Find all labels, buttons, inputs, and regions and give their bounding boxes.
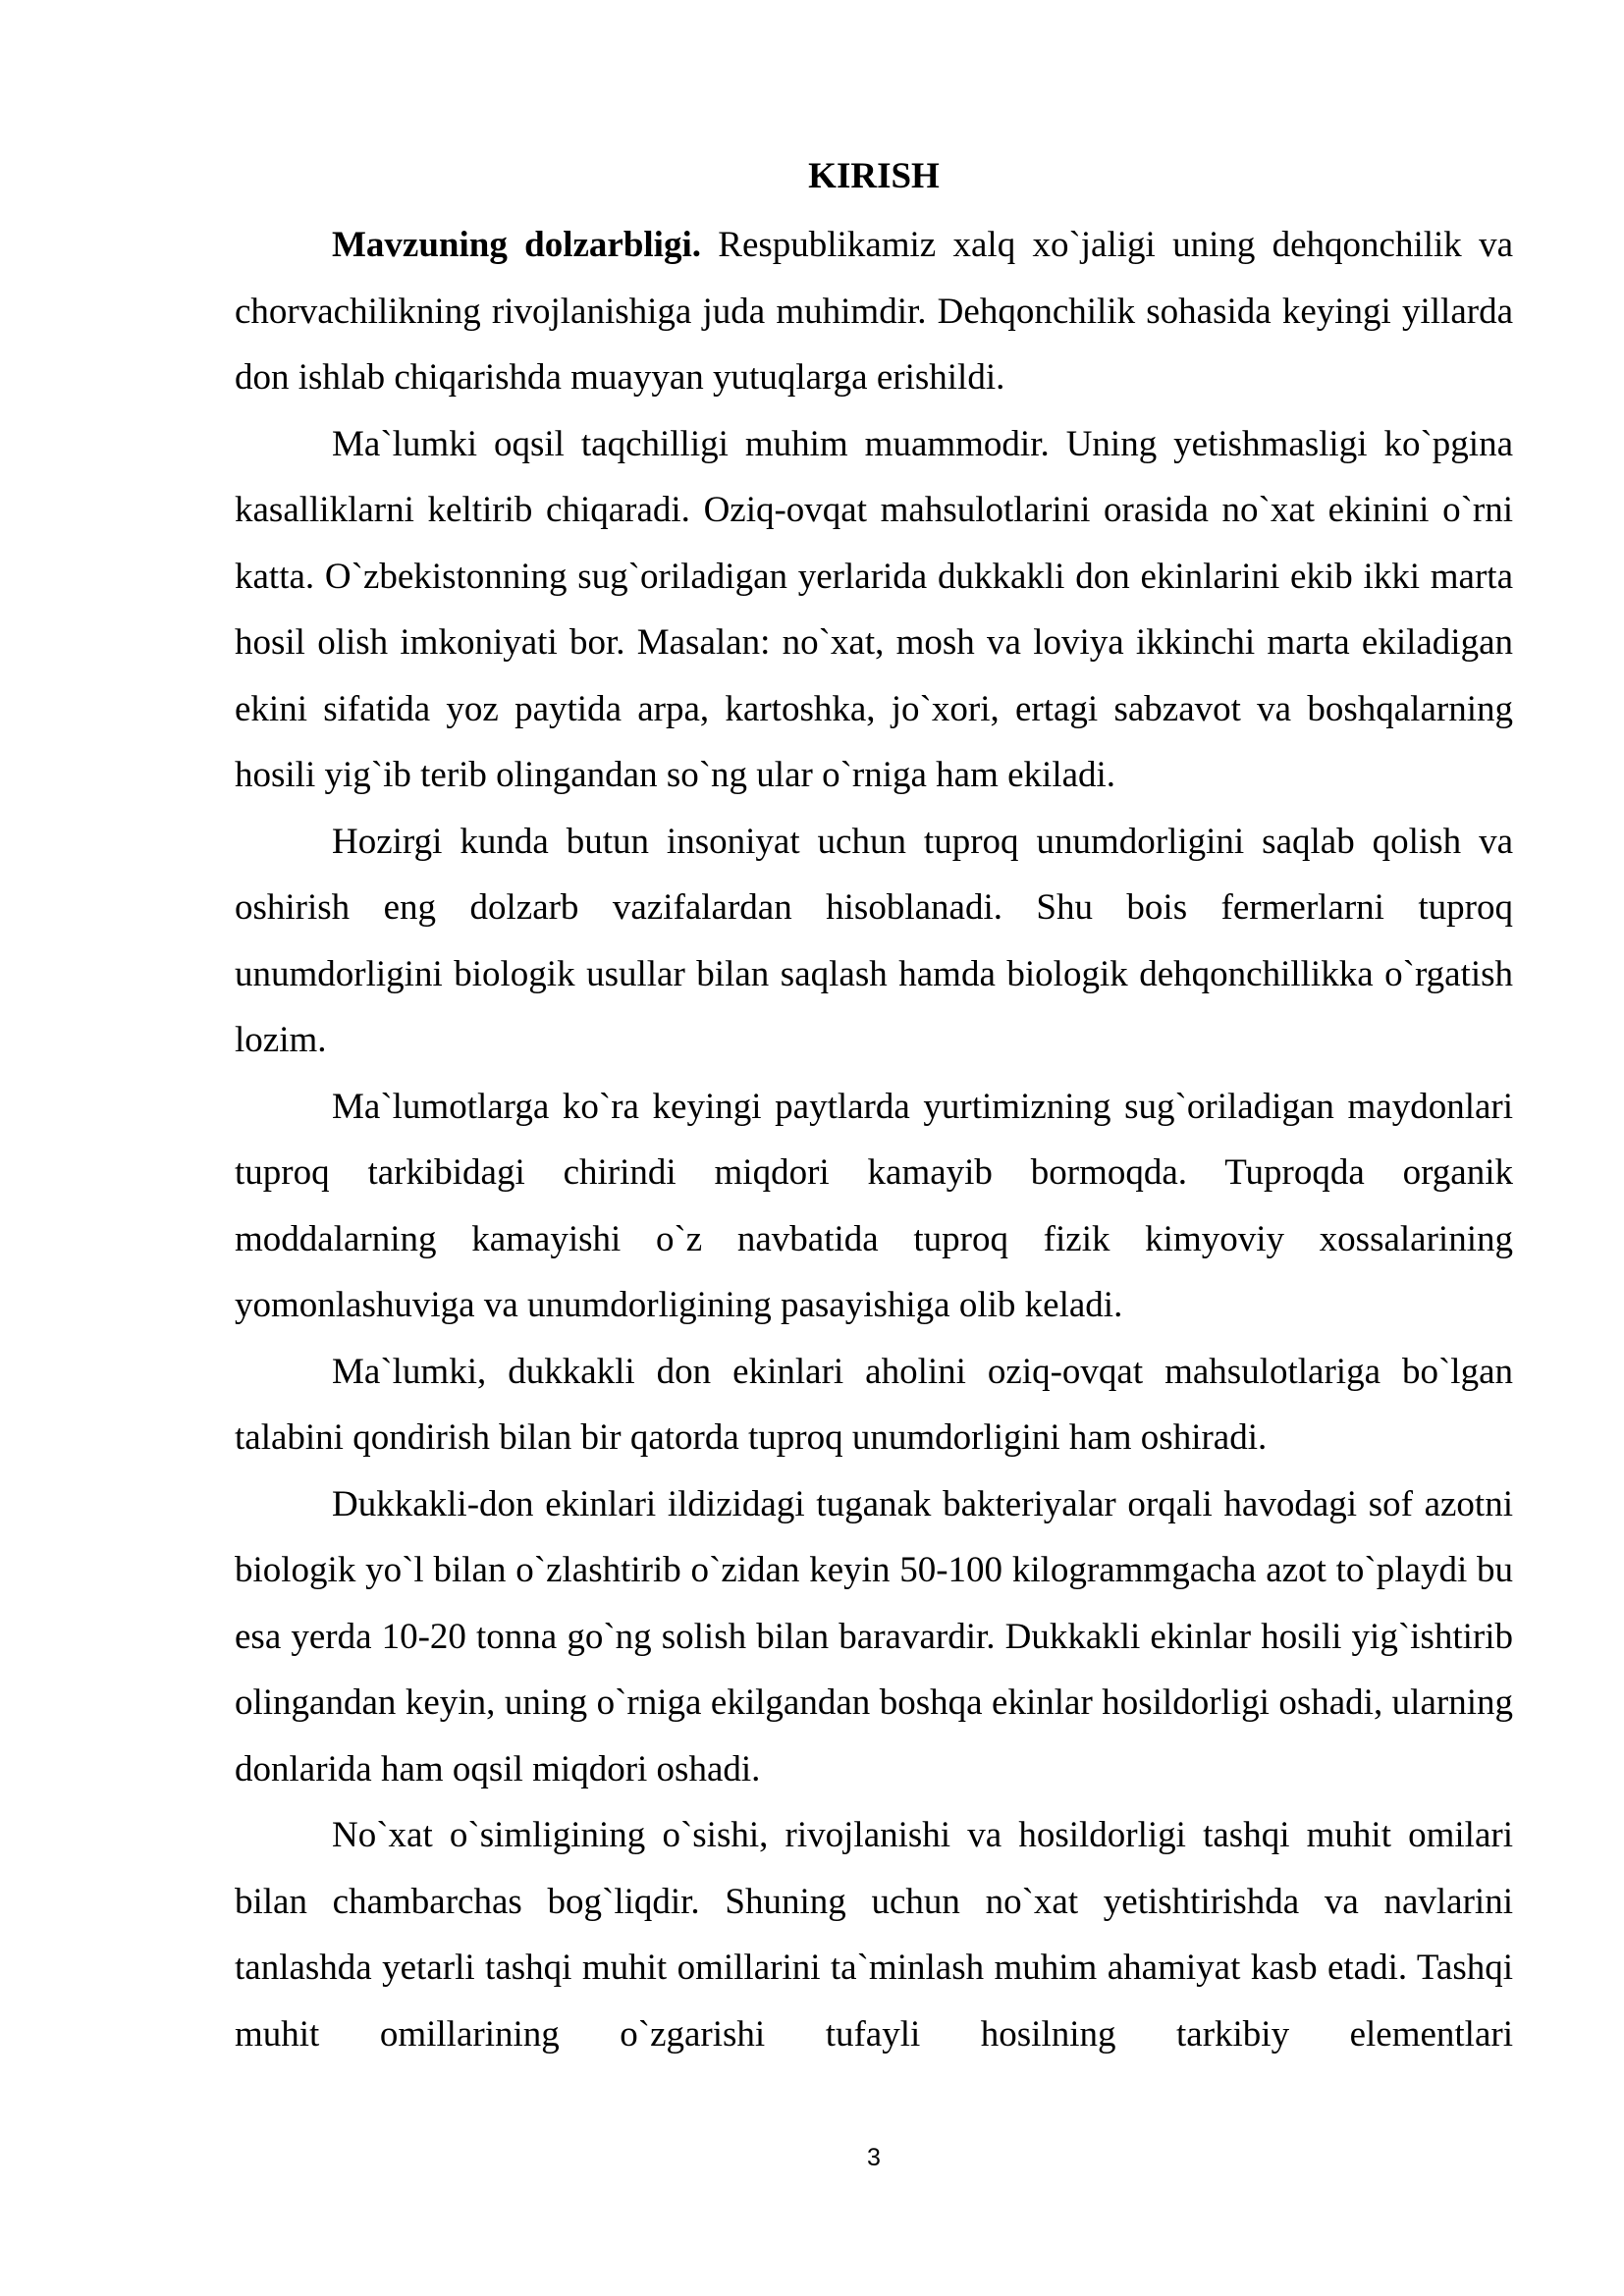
paragraph-chickpea-environment: No`xat o`simligining o`sishi, rivojlanishi va hosildorligi tashqi muhit omilari bilan chambarchas bog`liqdir. Shuning uchun no`xat yetishtirishda va navlarini tanlashda yetarli tashqi muhit omillarini ta`minlash muhim ahamiyat kasb etadi. Tashqi muhit omillarining o`zgarishi tufayli hosilning tarkibiy elementlari bbox=[235, 1815, 1513, 2055]
paragraph-protein-deficiency: Ma`lumki oqsil taqchilligi muhim muammodir. Uning yetishmasligi ko`pgina kasalliklarni keltirib chiqaradi. Oziq-ovqat mahsulotlarini orasida no`xat ekinini o`rni katta. O`zbekistonning sug`oriladigan yerlarida dukkakli don ekinlarini ekib ikki marta hosil olish imkoniyati bor. Masalan: no`xat, mosh va loviya ikkinchi marta ekiladigan ekini sifatida yoz paytida arpa, kartoshka, jo`xori, ertagi sabzavot va boshqalarning hosili yig`ib terib olingandan so`ng ular o`rniga ham ekiladi. bbox=[235, 423, 1513, 795]
paragraph-lead: Mavzuning dolzarbligi. bbox=[332, 225, 701, 265]
page-number: 3 bbox=[867, 2144, 881, 2171]
paragraph-relevance bbox=[235, 212, 1513, 411]
paragraph-humus-decline: Ma`lumotlarga ko`ra keyingi paytlarda yurtimizning sug`oriladigan maydonlari tuproq tarkibidagi chirindi miqdori kamayib bormoqda. Tuproqda organik moddalarning kamayishi o`z navbatida tuproq fizik kimyoviy xossalarining yomonlashuviga va unumdorligining pasayishiga olib keladi. bbox=[235, 1086, 1513, 1325]
section-heading: KIRISH bbox=[808, 156, 940, 196]
body-text bbox=[235, 212, 1513, 2067]
paragraph-nitrogen-fixation: Dukkakli-don ekinlari ildizidagi tuganak bakteriyalar orqali havodagi sof azotni biologik yo`l bilan o`zlashtirib o`zidan keyin 50-100 kilogrammgacha azot to`playdi bu esa yerda 10-20 tonna go`ng solish bilan baravardir. Dukkakli ekinlar hosili yig`ishtirib olingandan keyin, uning o`rniga ekilgandan boshqa ekinlar hosildorligi oshadi, ularning donlarida ham oqsil miqdori oshadi. bbox=[235, 1483, 1513, 1789]
paragraph-legume-benefits: Ma`lumki, dukkakli don ekinlari aholini oziq-ovqat mahsulotlariga bo`lgan talabini qondirish bilan bir qatorda tuproq unumdorligini ham oshiradi. bbox=[235, 1351, 1513, 1458]
paragraph-soil-fertility: Hozirgi kunda butun insoniyat uchun tuproq unumdorligini saqlab qolish va oshirish eng dolzarb vazifalardan hisoblanadi. Shu bois fermerlarni tuproq unumdorligini biologik usullar bilan saqlash hamda biologik dehqonchillikka o`rgatish lozim. bbox=[235, 821, 1513, 1060]
paragraph-text: Respublikamiz xalq xo`jaligi uning dehqonchilik va chorvachilikning rivojlanishiga juda muhimdir. Dehqonchilik sohasida keyingi yillarda don ishlab chiqarishda muayyan yutuqlarga erishildi. bbox=[235, 225, 1513, 398]
